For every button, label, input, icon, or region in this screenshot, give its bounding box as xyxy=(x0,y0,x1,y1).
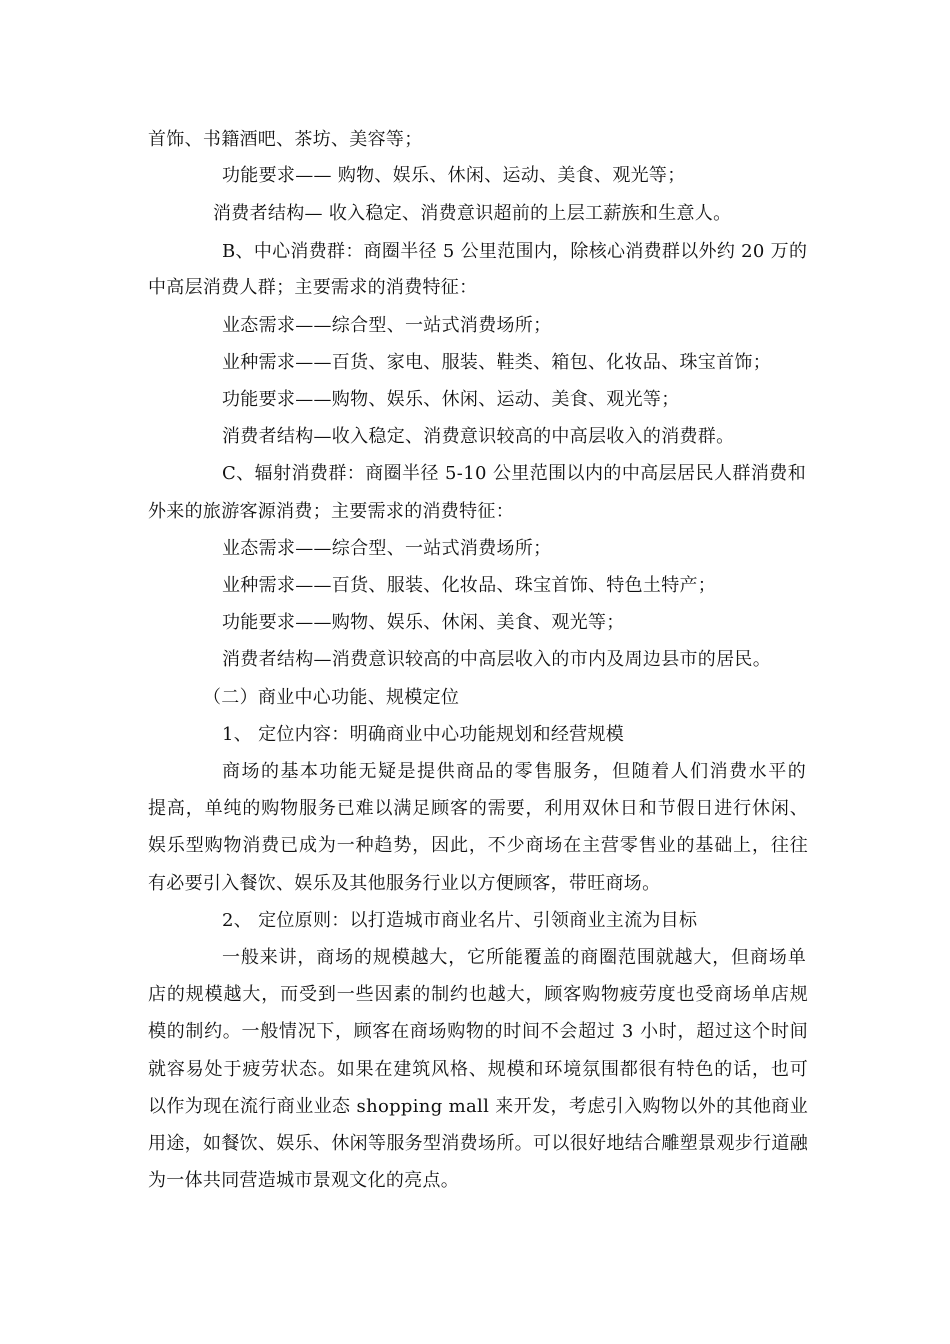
text-line: 首饰、书籍酒吧、茶坊、美容等； xyxy=(148,129,423,150)
text-line: 模的制约。一般情况下，顾客在商场购物的时间不会超过 3 小时，超过这个时间 xyxy=(148,1021,808,1042)
text-line: 功能要求——购物、娱乐、休闲、运动、美食、观光等； xyxy=(222,389,680,410)
text-line: 以作为现在流行商业业态 shopping mall 来开发，考虑引入购物以外的其他商业 xyxy=(148,1096,808,1117)
subsection-heading: 1、 定位内容：明确商业中心功能规划和经营规模 xyxy=(222,724,625,745)
text-line: 业态需求——综合型、一站式消费场所； xyxy=(222,315,552,336)
text-line: 用途，如餐饮、娱乐、休闲等服务型消费场所。可以很好地结合雕塑景观步行道融 xyxy=(148,1133,808,1154)
text-line: 功能要求——购物、娱乐、休闲、美食、观光等； xyxy=(222,612,625,633)
text-line: 消费者结构—消费意识较高的中高层收入的市内及周边县市的居民。 xyxy=(222,649,771,670)
text-line: 提高，单纯的购物服务已难以满足顾客的需要，利用双休日和节假日进行休闲、 xyxy=(148,798,808,819)
text-line: 消费者结构—收入稳定、消费意识较高的中高层收入的消费群。 xyxy=(222,426,735,447)
text-line: 业种需求——百货、家电、服装、鞋类、箱包、化妆品、珠宝首饰； xyxy=(222,352,771,373)
text-line: 业态需求——综合型、一站式消费场所； xyxy=(222,538,552,559)
text-line: B、中心消费群：商圈半径 5 公里范围内，除核心消费群以外约 20 万的 xyxy=(222,241,808,262)
section-heading: （二）商业中心功能、规模定位 xyxy=(203,687,460,708)
text-line: 娱乐型购物消费已成为一种趋势，因此，不少商场在主营零售业的基础上，往往 xyxy=(148,835,808,856)
text-line: 为一体共同营造城市景观文化的亮点。 xyxy=(148,1170,460,1191)
text-line: 就容易处于疲劳状态。如果在建筑风格、规模和环境氛围都很有特色的话，也可 xyxy=(148,1059,808,1080)
text-line: 一般来讲，商场的规模越大，它所能覆盖的商圈范围就越大，但商场单 xyxy=(222,947,806,968)
text-line: C、辐射消费群：商圈半径 5-10 公里范围以内的中高层居民人群消费和 xyxy=(222,463,806,484)
text-line: 功能要求—— 购物、娱乐、休闲、运动、美食、观光等； xyxy=(222,165,686,186)
text-line: 商场的基本功能无疑是提供商品的零售服务，但随着人们消费水平的 xyxy=(222,761,806,782)
text-line: 业种需求——百货、服装、化妆品、珠宝首饰、特色土特产； xyxy=(222,575,717,596)
text-line: 有必要引入餐饮、娱乐及其他服务行业以方便顾客，带旺商场。 xyxy=(148,873,661,894)
text-line: 外来的旅游客源消费；主要需求的消费特征： xyxy=(148,501,514,522)
text-line: 中高层消费人群；主要需求的消费特征： xyxy=(148,277,478,298)
text-line: 店的规模越大，而受到一些因素的制约也越大，顾客购物疲劳度也受商场单店规 xyxy=(148,984,808,1005)
text-line: 消费者结构— 收入稳定、消费意识超前的上层工薪族和生意人。 xyxy=(213,203,732,224)
subsection-heading: 2、 定位原则：以打造城市商业名片、引领商业主流为目标 xyxy=(222,910,698,931)
